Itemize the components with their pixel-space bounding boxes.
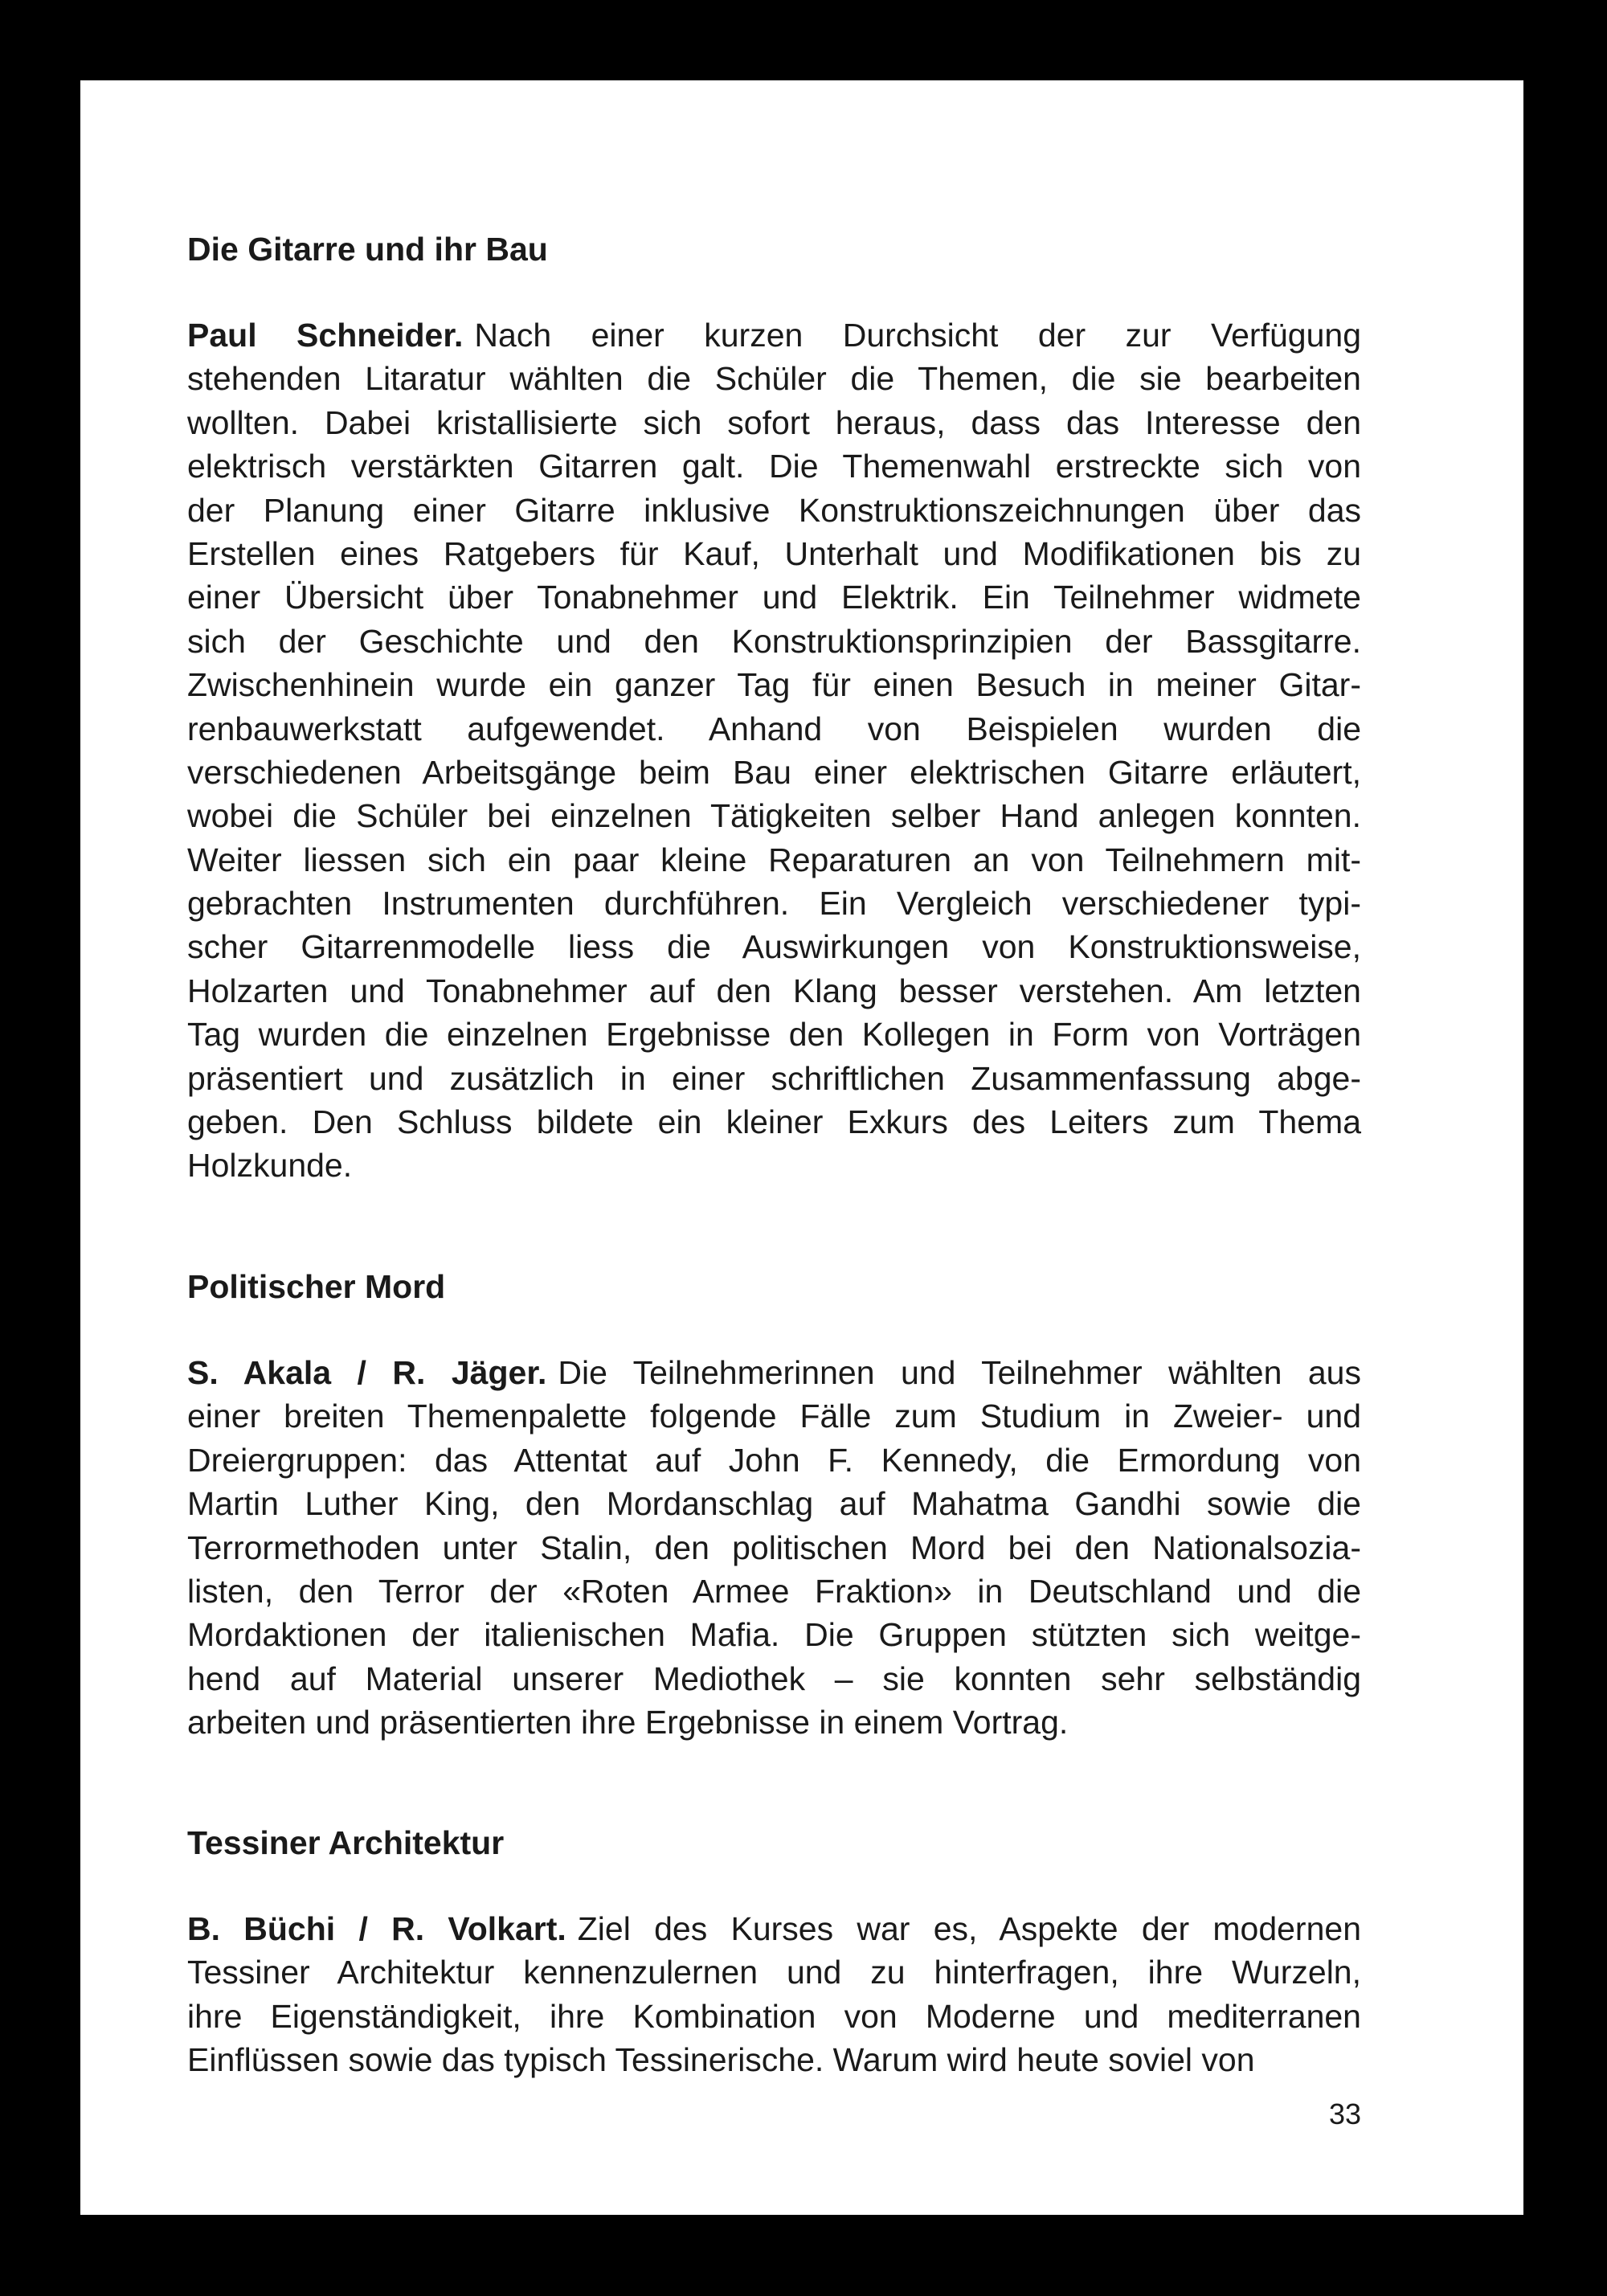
text-line: hend auf Material unserer Mediothek – sie konnten sehr selbständig bbox=[187, 1660, 1361, 1697]
text-line: Tessiner Architektur kennenzulernen und zu hinterfragen, ihre Wurzeln, bbox=[187, 1954, 1361, 1991]
text-line: wobei die Schüler bei einzelnen Tätigkeiten selber Hand anlegen konnten. bbox=[187, 797, 1361, 835]
text-line: verschiedenen Arbeitsgänge beim Bau einer elektrischen Gitarre erläutert, bbox=[187, 753, 1361, 791]
paragraph bbox=[187, 313, 1361, 1188]
text-line: scher Gitarrenmodelle liess die Auswirkungen von Konstruktionsweise, bbox=[187, 928, 1361, 966]
paragraph bbox=[187, 1907, 1361, 2082]
text-line: wollten. Dabei kristallisierte sich sofort heraus, dass das Interesse den bbox=[187, 403, 1361, 441]
text-line: Dreiergruppen: das Attentat auf John F. Kennedy, die Ermordung von bbox=[187, 1441, 1361, 1479]
section-politischer-mord bbox=[187, 1265, 1361, 1745]
text-line: arbeiten und präsentierten ihre Ergebnisse in einem Vortrag. bbox=[187, 1704, 1069, 1741]
text-line: elektrisch verstärkten Gitarren galt. Die Themenwahl erstreckte sich von bbox=[187, 448, 1361, 485]
text-line bbox=[187, 313, 1361, 357]
section-gitarre bbox=[187, 227, 1361, 1188]
text-line: der Planung einer Gitarre inklusive Konstruktionszeichnungen über das bbox=[187, 491, 1361, 529]
author-lead: S. Akala / R. Jäger. bbox=[187, 1354, 547, 1391]
text-line bbox=[187, 1907, 1361, 1950]
text-line: Holzarten und Tonabnehmer auf den Klang besser verstehen. Am letzten bbox=[187, 972, 1361, 1009]
text-line: geben. Den Schluss bildete ein kleiner Exkurs des Leiters zum Thema bbox=[187, 1103, 1361, 1141]
text-line: stehenden Litaratur wählten die Schüler die Themen, die sie bearbeiten bbox=[187, 360, 1361, 398]
text-line: Martin Luther King, den Mordanschlag auf Mahatma Gandhi sowie die bbox=[187, 1485, 1361, 1523]
text-line: gebrachten Instrumenten durchführen. Ein Vergleich verschiedener typi- bbox=[187, 885, 1361, 923]
text-line: renbauwerkstatt aufgewendet. Anhand von Beispielen wurden die bbox=[187, 710, 1361, 747]
text-line bbox=[187, 1351, 1361, 1394]
text-line: Zwischenhinein wurde ein ganzer Tag für einen Besuch in meiner Gitar- bbox=[187, 666, 1361, 704]
text-line: Mordaktionen der italienischen Mafia. Die Gruppen stützten sich weitge- bbox=[187, 1616, 1361, 1654]
section-heading: Tessiner Architektur bbox=[187, 1824, 505, 1861]
text-line: Weiter liessen sich ein paar kleine Reparaturen an von Teilnehmern mit- bbox=[187, 841, 1361, 878]
document-page bbox=[80, 80, 1523, 2215]
text-line: einer Übersicht über Tonabnehmer und Elektrik. Ein Teilnehmer widmete bbox=[187, 579, 1361, 616]
text-line: Erstellen eines Ratgebers für Kauf, Unterhalt und Modifikationen bis zu bbox=[187, 534, 1361, 572]
text-line: Tag wurden die einzelnen Ergebnisse den Kollegen in Form von Vorträgen bbox=[187, 1016, 1361, 1054]
page-number: 33 bbox=[1328, 2098, 1361, 2130]
author-lead: Paul Schneider. bbox=[187, 317, 464, 354]
section-heading: Die Gitarre und ihr Bau bbox=[187, 231, 548, 268]
text-line-content: Die Teilnehmerinnen und Teilnehmer wählten aus bbox=[558, 1354, 1361, 1391]
section-tessiner-architektur bbox=[187, 1821, 1361, 2082]
paragraph bbox=[187, 1351, 1361, 1745]
text-line: listen, den Terror der «Roten Armee Fraktion» in Deutschland und die bbox=[187, 1572, 1361, 1610]
text-line: Terrormethoden unter Stalin, den politischen Mord bei den Nationalsozia- bbox=[187, 1529, 1361, 1566]
text-line: einer breiten Themenpalette folgende Fälle zum Studium in Zweier- und bbox=[187, 1398, 1361, 1435]
text-line: Holzkunde. bbox=[187, 1147, 353, 1185]
section-heading: Politischer Mord bbox=[187, 1268, 446, 1305]
text-line: ihre Eigenständigkeit, ihre Kombination von Moderne und mediterranen bbox=[187, 1997, 1361, 2035]
text-line: sich der Geschichte und den Konstruktionsprinzipien der Bassgitarre. bbox=[187, 622, 1361, 660]
text-line-content: Ziel des Kurses war es, Aspekte der modernen bbox=[577, 1910, 1361, 1947]
text-line: Einflüssen sowie das typisch Tessinerische. Warum wird heute soviel von bbox=[187, 2041, 1255, 2079]
author-lead: B. Büchi / R. Volkart. bbox=[187, 1910, 566, 1947]
text-line-content: Nach einer kurzen Durchsicht der zur Verfügung bbox=[474, 317, 1361, 354]
text-line: präsentiert und zusätzlich in einer schriftlichen Zusammenfassung abge- bbox=[187, 1059, 1361, 1097]
